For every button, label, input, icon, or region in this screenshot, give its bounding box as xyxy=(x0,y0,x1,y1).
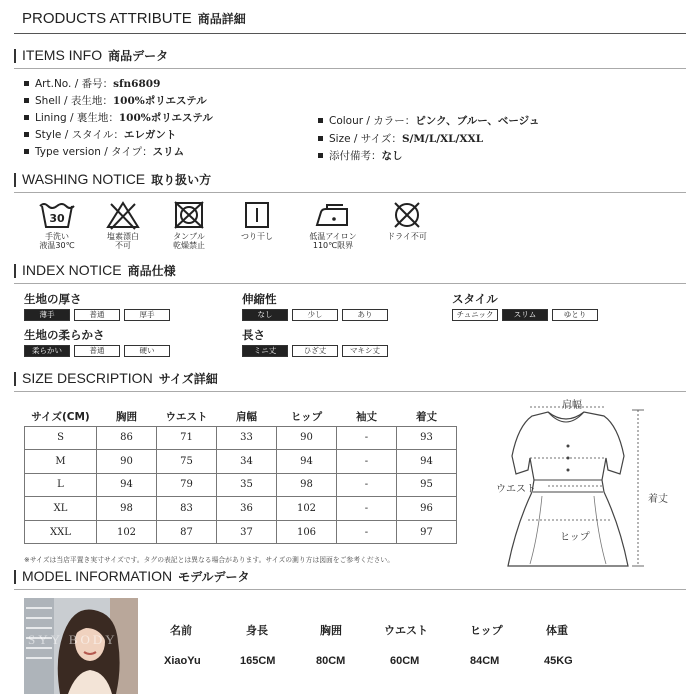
size-col-hip: ヒップ xyxy=(290,411,323,424)
option-length-knee: ひざ丈 xyxy=(292,345,338,357)
washing-tick xyxy=(14,173,16,187)
option-style-tunic: チュニック xyxy=(452,309,498,321)
model-photo xyxy=(24,598,138,694)
index-options-length xyxy=(242,345,388,357)
model-rule xyxy=(14,589,686,590)
header-title-jp: 商品詳細 xyxy=(197,12,246,26)
size-col-bust: 胸囲 xyxy=(116,411,137,424)
header-title xyxy=(22,10,246,27)
size-col-shoulder: 肩幅 xyxy=(236,411,257,424)
size-col-length: 着丈 xyxy=(416,411,437,424)
index-label-softness: 生地の柔らかさ xyxy=(24,328,105,342)
model-head-weight: 体重 xyxy=(546,624,568,637)
size-table-header xyxy=(25,408,457,426)
item-remarks: 添付備考：なし xyxy=(318,148,403,163)
diagram-label-shoulder: 肩幅 xyxy=(562,400,582,411)
item-type-version: Type version / タイプ：スリム xyxy=(24,144,184,159)
diagram-label-hip: ヒップ xyxy=(560,532,590,543)
wash-item-no-tumble: タンブル 乾燥禁止 xyxy=(154,200,224,250)
option-thickness-thin: 薄手 xyxy=(24,309,70,321)
item-shell: Shell / 表生地：100%ポリエステル xyxy=(24,93,207,108)
item-art-no: Art.No. / 番号：sfn6809 xyxy=(24,76,160,91)
wash-item-hand-wash: 30 手洗い 液温30℃ xyxy=(22,200,92,250)
size-col-waist: ウエスト xyxy=(165,411,208,424)
model-value-weight: 45KG xyxy=(544,655,573,667)
model-value-name: XiaoYu xyxy=(164,655,201,667)
option-stretch-little: 少し xyxy=(292,309,338,321)
model-value-height: 165CM xyxy=(240,655,276,667)
model-title: MODEL INFORMATION モデルデータ xyxy=(22,568,250,584)
hand-wash-30-icon xyxy=(39,200,75,230)
option-stretch-yes: あり xyxy=(342,309,388,321)
model-head-hip: ヒップ xyxy=(470,624,503,637)
size-note: ※サイズは当店平置き実寸サイズです。タグの表記とは異なる場合があります。サイズの測り方は図面をご参考ください。 xyxy=(24,556,395,564)
index-label-stretch: 伸縮性 xyxy=(242,292,277,306)
washing-rule xyxy=(14,192,686,193)
diagram-label-waist: ウエスト xyxy=(496,484,536,495)
index-tick xyxy=(14,264,16,278)
svg-text:30: 30 xyxy=(49,212,65,225)
no-tumble-dry-icon xyxy=(171,200,207,230)
no-bleach-icon xyxy=(105,200,141,230)
option-length-mini: ミニ丈 xyxy=(242,345,288,357)
table-row: XXL 102 87 37 106 - 97 xyxy=(25,520,457,544)
option-style-slim: スリム xyxy=(502,309,548,321)
model-head-name: 名前 xyxy=(170,624,192,637)
items-info-title: ITEMS INFO 商品データ xyxy=(22,47,169,63)
wash-item-low-iron: 低温アイロン 110℃限界 xyxy=(298,200,368,250)
size-title: SIZE DESCRIPTION サイズ詳細 xyxy=(22,370,218,386)
option-softness-normal: 普通 xyxy=(74,345,120,357)
model-value-hip: 84CM xyxy=(470,655,500,667)
header-rule xyxy=(14,33,686,34)
index-options-thickness xyxy=(24,309,170,321)
model-head-waist: ウエスト xyxy=(384,624,428,637)
size-rule xyxy=(14,391,686,392)
wash-item-no-dry-clean: ドライ不可 xyxy=(372,200,442,241)
line-dry-icon xyxy=(239,200,275,230)
option-softness-soft: 柔らかい xyxy=(24,345,70,357)
table-row: XL 98 83 36 102 - 96 xyxy=(25,497,457,521)
index-label-length: 長さ xyxy=(242,328,265,342)
model-head-bust: 胸囲 xyxy=(320,624,342,637)
photo-watermark: SYY BODY xyxy=(28,632,118,647)
index-title: INDEX NOTICE 商品仕様 xyxy=(22,262,176,278)
washing-title: WASHING NOTICE 取り扱い方 xyxy=(22,171,212,187)
index-options-softness xyxy=(24,345,170,357)
table-row: M 90 75 34 94 - 94 xyxy=(25,450,457,474)
item-size: Size / サイズ：S/M/L/XL/XXL xyxy=(318,131,483,146)
items-info-rule xyxy=(14,68,686,69)
wash-item-line-dry: つり干し xyxy=(222,200,292,241)
index-rule xyxy=(14,283,686,284)
option-stretch-none: なし xyxy=(242,309,288,321)
size-col-sleeve: 袖丈 xyxy=(356,411,377,424)
wash-item-no-bleach: 塩素漂白 不可 xyxy=(88,200,158,250)
index-options-stretch xyxy=(242,309,388,321)
model-value-waist: 60CM xyxy=(390,655,420,667)
index-label-style: スタイル xyxy=(452,292,498,306)
table-row: S 86 71 33 90 - 93 xyxy=(25,426,457,450)
index-options-style xyxy=(452,309,598,321)
option-length-maxi: マキシ丈 xyxy=(342,345,388,357)
option-thickness-normal: 普通 xyxy=(74,309,120,321)
diagram-label-length: 着丈 xyxy=(648,494,668,505)
size-tick xyxy=(14,372,16,386)
item-colour: Colour / カラー：ピンク、ブルー、ベージュ xyxy=(318,113,539,128)
no-dry-clean-icon xyxy=(389,200,425,230)
option-style-loose: ゆとり xyxy=(552,309,598,321)
low-iron-icon xyxy=(313,200,353,230)
size-col-size: サイズ(CM) xyxy=(31,411,90,424)
model-value-bust: 80CM xyxy=(316,655,346,667)
option-softness-hard: 硬い xyxy=(124,345,170,357)
item-lining: Lining / 裏生地：100%ポリエステル xyxy=(24,110,213,125)
item-style: Style / スタイル：エレガント xyxy=(24,127,176,142)
table-row: L 94 79 35 98 - 95 xyxy=(25,473,457,497)
size-table xyxy=(24,408,457,544)
model-head-height: 身長 xyxy=(246,624,268,637)
option-thickness-thick: 厚手 xyxy=(124,309,170,321)
model-tick xyxy=(14,570,16,584)
header-title-en: PRODUCTS ATTRIBUTE xyxy=(22,10,192,27)
index-label-thickness: 生地の厚さ xyxy=(24,292,82,306)
items-info-tick xyxy=(14,49,16,63)
